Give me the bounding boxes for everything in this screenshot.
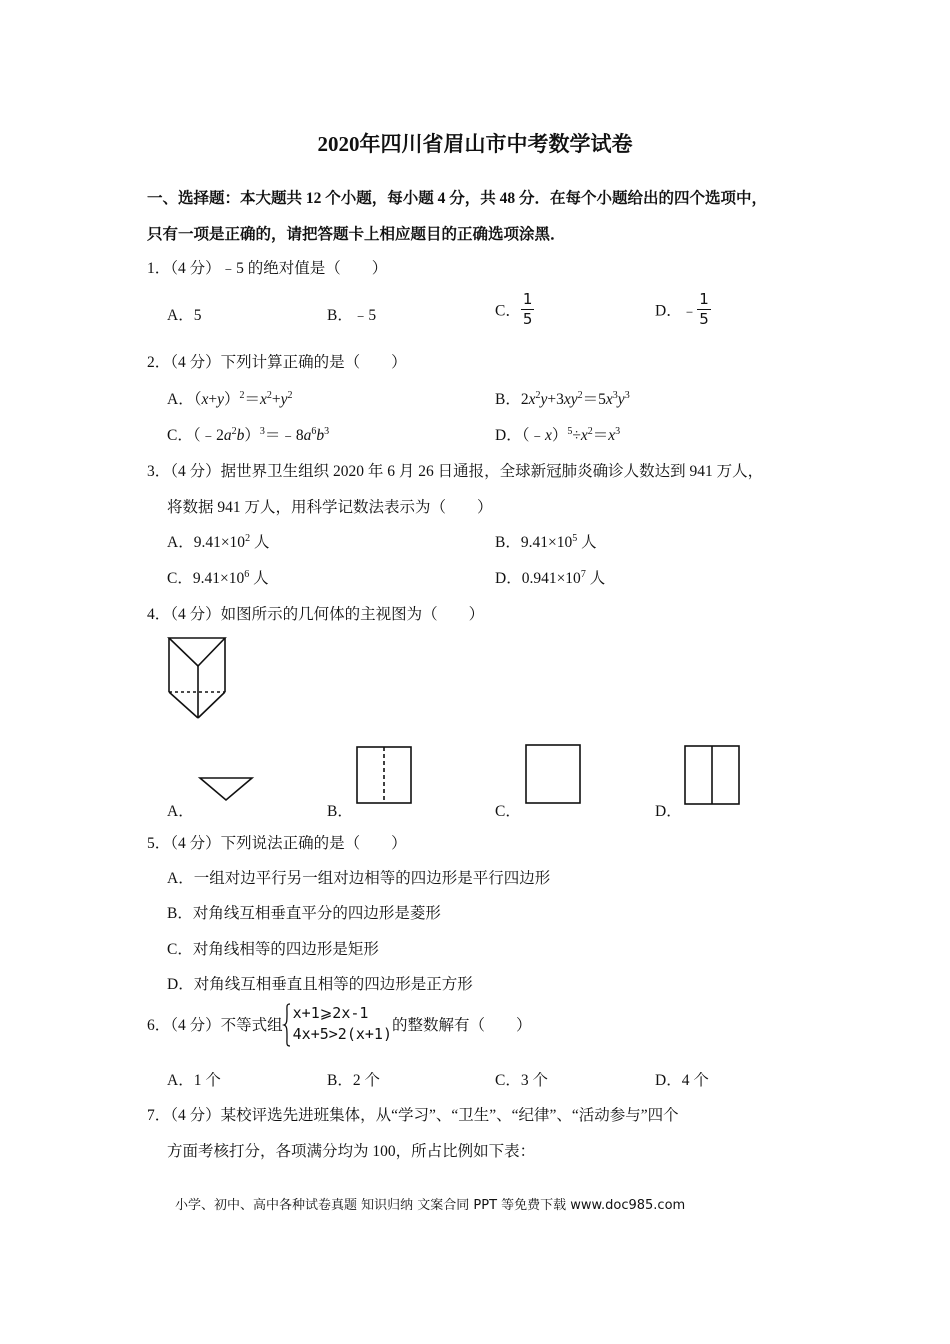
q1-option-d-label: D．: [655, 302, 682, 320]
q4-stem: 4．（4 分）如图所示的几何体的主视图为（ ）: [147, 606, 485, 623]
q4-option-a-label: A．: [167, 803, 194, 820]
q6-option-b: B．2 个: [327, 1072, 380, 1089]
q1-option-c: [495, 292, 534, 327]
q1-d-sign: ﹣: [681, 302, 698, 320]
q4-option-c-label: C．: [495, 803, 521, 820]
q1-d-fraction: [697, 292, 711, 327]
q6-option-a: A．1 个: [167, 1072, 221, 1089]
q4-option-b-square-dashed: [356, 746, 412, 804]
q1-c-fraction: [521, 292, 535, 327]
q1-stem: 1．（4 分）﹣5 的绝对值是（ ）: [147, 260, 388, 277]
q1-option-c-label: C．: [495, 302, 521, 320]
q3-option-d: D．$0.941\times 10^7$ 人: [495, 569, 606, 587]
q6-inequality-system: [283, 1003, 392, 1045]
q4-option-a-triangle: [198, 776, 254, 802]
page-title: 2020年四川省眉山市中考数学试卷: [317, 132, 633, 156]
q3-stem-line1: 3．（4 分）据世界卫生组织 2020 年 6 月 26 日通报，全球新冠肺炎确诊人数达到 941 万人，: [147, 463, 764, 480]
q6-option-d: D．4 个: [655, 1072, 709, 1089]
q1-option-d: [655, 292, 711, 327]
q4-option-d-label: D．: [655, 803, 682, 820]
q5-option-c: C．对角线相等的四边形是矩形: [167, 941, 379, 958]
q2-option-a: A．$(x+y)^2=x^2+y^2$: [167, 390, 293, 408]
q5-option-b: B．对角线互相垂直平分的四边形是菱形: [167, 905, 441, 922]
q1-d-numerator: 1: [699, 290, 709, 308]
q2-option-d: D．$(﹣x)^5\div x^2=x^3$: [495, 426, 621, 444]
section-heading-line2: 只有一项是正确的，请把答题卡上相应题目的正确选项涂黑．: [147, 226, 566, 243]
page-footer: 小学、初中、高中各种试卷真题 知识归纳 文案合同 PPT 等免费下载 www.doc985.com: [175, 1198, 686, 1213]
q4-option-b-label: B．: [327, 803, 353, 820]
q5-stem: 5．（4 分）下列说法正确的是（ ）: [147, 835, 407, 852]
q7-stem-line2: 方面考核打分，各项满分均为 100，所占比例如下表：: [167, 1143, 536, 1160]
q1-option-a: A．5: [167, 307, 202, 324]
q4-option-c-square: [525, 744, 581, 804]
q6-option-c: C．3 个: [495, 1072, 548, 1089]
section-heading-line1: 一、选择题：本大题共 12 个小题，每小题 4 分，共 48 分．在每个小题给出的四个选项中，: [147, 190, 768, 207]
q1-option-b: B．﹣5: [327, 307, 377, 324]
q5-option-d: D．对角线互相垂直且相等的四边形是正方形: [167, 976, 473, 993]
q6-inequality-1: x+1⩾2x-1: [292, 1004, 369, 1022]
q4-option-d-square-solid-line: [684, 745, 740, 805]
q2-stem: 2．（4 分）下列计算正确的是（ ）: [147, 354, 407, 371]
q2-option-b: B．$2x^2y+3xy^2=5x^3y^3$: [495, 390, 630, 408]
q3-option-a: A．$9.41\times 10^2$ 人: [167, 533, 270, 551]
q1-c-denominator: 5: [522, 310, 533, 328]
q1-d-denominator: 5: [699, 310, 709, 328]
triangular-prism-figure: [165, 634, 230, 722]
q6-stem-pre: 6．（4 分）不等式组: [147, 1017, 283, 1034]
q7-stem-line1: 7．（4 分）某校评选先进班集体，从“学习”、“卫生”、“纪律”、“活动参与”四个: [147, 1107, 679, 1124]
q1-c-numerator: 1: [522, 290, 533, 308]
q3-stem-line2: 将数据 941 万人，用科学记数法表示为（ ）: [167, 499, 493, 516]
q5-option-a: A．一组对边平行另一组对边相等的四边形是平行四边形: [167, 870, 551, 887]
brace-icon: [283, 1003, 291, 1047]
q3-option-b: B．$9.41\times 10^5$ 人: [495, 533, 597, 551]
q6-stem: [147, 1003, 532, 1045]
q6-stem-post: 的整数解有（ ）: [391, 1017, 532, 1034]
q6-inequality-2: 4x+5>2(x+1): [292, 1025, 392, 1043]
q2-option-c: C．$(﹣2a^2b)^3=﹣8a^6b^3$: [167, 426, 330, 444]
q3-option-c: C．$9.41\times 10^6$ 人: [167, 569, 269, 587]
